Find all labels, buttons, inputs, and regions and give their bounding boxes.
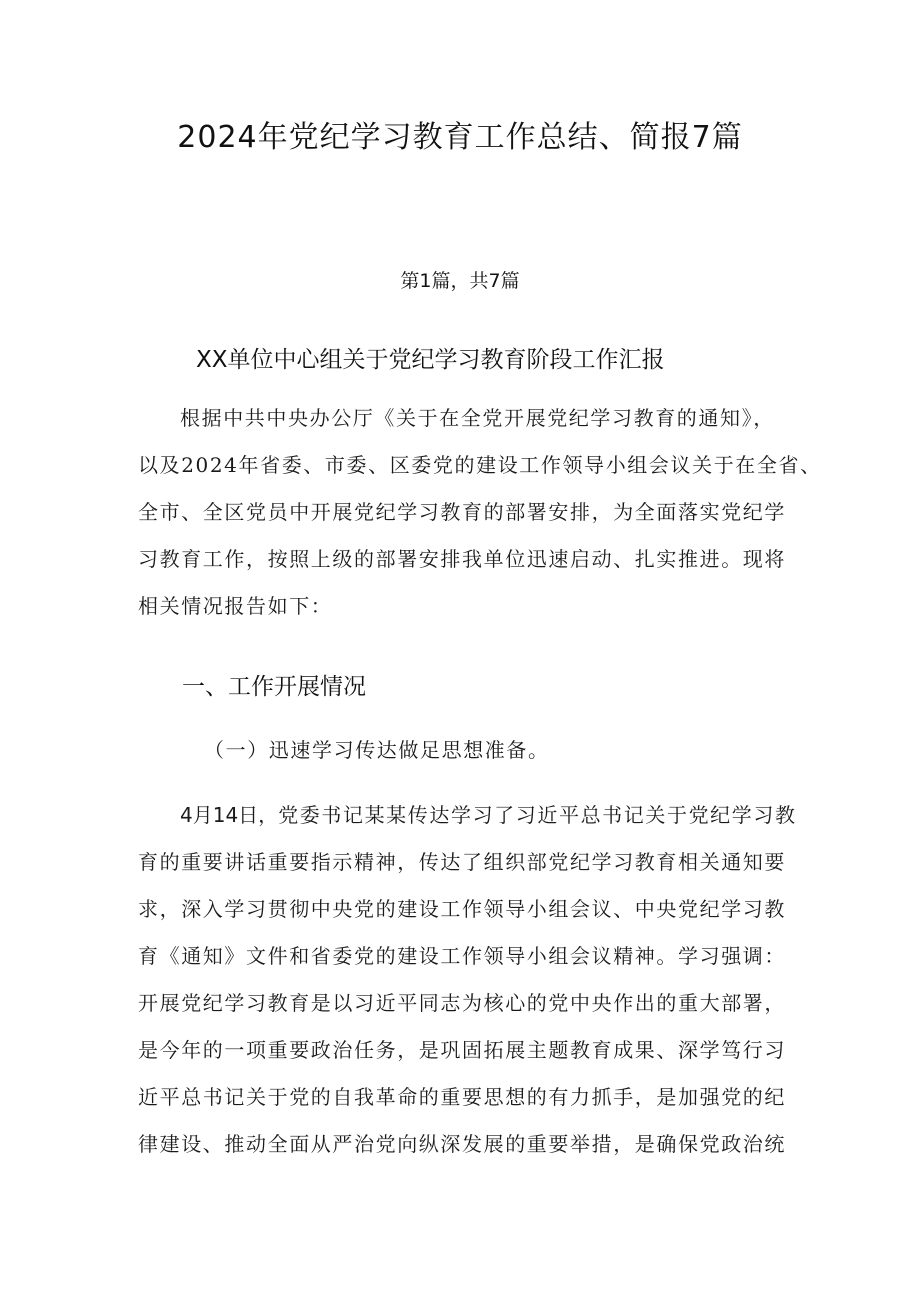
first-line-rest: 党委书记某某传达学习了习近平总书记关于党纪学习教 xyxy=(278,803,797,827)
paragraph-line: 近平总书记关于党的自我革命的重要思想的有力抓手，是加强党的纪 xyxy=(138,1085,786,1109)
paragraph-line: 全市、全区党员中开展党纪学习教育的部署安排，为全面落实党纪学 xyxy=(138,500,786,524)
paragraph-first-line xyxy=(138,792,808,839)
paragraph-line: 育的重要讲话重要指示精神，传达了组织部党纪学习教育相关通知要 xyxy=(138,850,786,874)
report-title: XX单位中心组关于党纪学习教育阶段工作汇报 xyxy=(196,347,665,373)
paragraph-line: 求，深入学习贯彻中央党的建设工作领导小组会议、中央党纪学习教 xyxy=(138,897,786,921)
paragraph-line: 以及2024年省委、市委、区委党的建设工作领导小组会议关于在全省、 xyxy=(138,453,822,477)
paragraph-line: 相关情况报告如下： xyxy=(138,594,333,618)
section-heading: 一、工作开展情况 xyxy=(182,674,366,700)
intro-paragraph xyxy=(138,395,822,630)
subheading: （一）迅速学习传达做足思想准备。 xyxy=(204,738,550,762)
paragraph-line: 习教育工作，按照上级的部署安排我单位迅速启动、扎实推进。现将 xyxy=(138,547,786,571)
paragraph-line: 育《通知》文件和省委党的建设工作领导小组会议精神。学习强调： xyxy=(138,944,786,968)
body-paragraph xyxy=(138,792,808,1168)
paragraph-line: 是今年的一项重要政治任务，是巩固拓展主题教育成果、深学笃行习 xyxy=(138,1038,786,1062)
paragraph-line: 开展党纪学习教育是以习近平同志为核心的党中央作出的重大部署， xyxy=(138,991,786,1015)
document-title: 2024年党纪学习教育工作总结、简报7篇 xyxy=(177,120,743,155)
paragraph-line: 根据中共中央办公厅《关于在全党开展党纪学习教育的通知》， xyxy=(180,406,775,430)
paragraph-line: 律建设、推动全面从严治党向纵深发展的重要举措，是确保党政治统 xyxy=(138,1132,786,1156)
date-prefix: 4月14日， xyxy=(180,803,279,827)
part-label: 第1篇，共7篇 xyxy=(400,270,520,292)
